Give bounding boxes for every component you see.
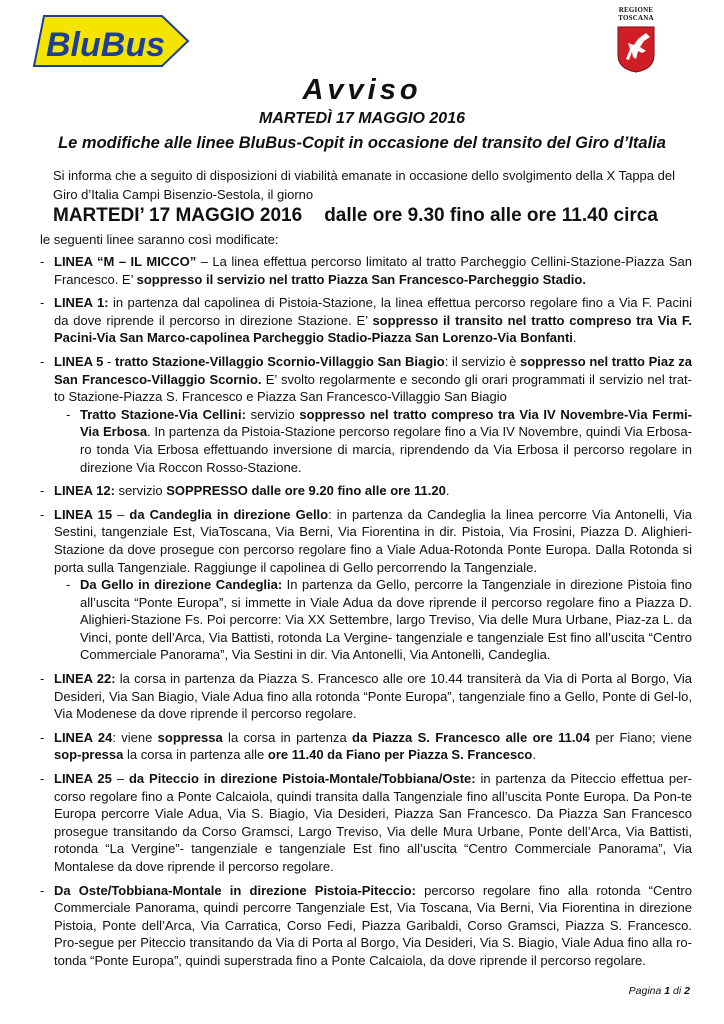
notice-description-subtitle: Le modifiche alle linee BluBus-Copit in occasione del transito del Giro d’Italia [58, 134, 666, 152]
pegasus-shield-icon [616, 25, 656, 73]
list-item-linea-1: - LINEA 1: in partenza dal capolinea di Pistoia-Stazione, la linea effettua percorso regolare fino a Via F. Pacini da dove riprende il percorso in direzione Stazione. E’ soppresso il transito nel tratto compreso tra Via F. Pacini-Via San Marco-capolinea Parcheggio Stadio-Piazza San Lorenzo-Via Bonfanti. [40, 295, 692, 346]
highlighted-hours: dalle ore 9.30 fino alle ore 11.40 circa [324, 205, 658, 226]
list-item-linea-12: - LINEA 12: servizio SOPPRESSO dalle ore 9.20 fino alle ore 11.20. [40, 483, 450, 499]
list-item-linea-15: - LINEA 15 – da Candeglia in direzione Gello: in partenza da Candeglia la linea percorre Via Antonelli, Via Sestini, tangenziale Est, ViaToscana, Via Berni, Via Fiorentina in dir. Pistoia, Via Frosini, Piazza D. Alighieri-Stazione da dove prosegue con percorso regolare fino a Viale Adua-Rotonda Ponte Europa. Dalla Rotonda si porta sulla Tangenziale. Raggiunge il capolinea di Gello percorrendo la Tangenziale. - Da Gello in direzione Candeglia: In partenza da Gello, percorre la Tangenziale in direzione Pistoia fino all’uscita “Ponte Europa”, si immette in Viale Adua da dove riprende il percorso regolare fino a Piazza D. Alighieri-Stazione Fs. Poi percorre: Via XX Settembre, largo Treviso, Via delle Mura Urbane, Piaz-za L. da Vinci, ponte dell’Arca, Via Battisti, rotonda La Vergine- tangenziale e tangenziale Est fino all’uscita “Centro Commerciale Panorama”, Via Sestini in dir. Via Antonelli, Via Antonelli, Candeglia. [40, 506, 692, 663]
notice-date-subtitle: MARTEDÌ 17 MAGGIO 2016 [259, 110, 465, 127]
logo-text: BluBus [46, 26, 165, 64]
lead-sentence: le seguenti linee saranno così modificate: [40, 232, 279, 247]
list-item-linea-22: - LINEA 22: la corsa in partenza da Piazza S. Francesco alle ore 10.44 transiterà da Via di Porta al Borgo, Via Desideri, Via San Biagio, Viale Adua fino alla rotonda “Ponte Europa”, tangenziale fino a Gello, Ponte di Gel-lo, Via Modenese da dove riprende il percorso regolare. [40, 671, 692, 722]
list-item-linea-5: - LINEA 5 - tratto Stazione-Villaggio Scornio-Villaggio San Biagio: il servizio è soppresso nel tratto Piaz za San Francesco-Villaggio Scornio. E’ svolto regolarmente e secondo gli orari programmati il servizio nel trat-to Stazione-Piazza S. Francesco e Piazza San Francesco-Villaggio San Biagio - Tratto Stazione-Via Cellini: servizio soppresso nel tratto compreso tra Via IV Novembre-Via Fermi- Via Erbosa. In partenza da Pistoia-Stazione percorso regolare fino a Via IV Novembre, quindi Via Erbosa-ro tonda Via Erbosa effettuando inversione di marcia, riprendendo da Via Erbosa il percorso regolare in direzione Via Roccon Rosso-Stazione. [40, 353, 693, 475]
lines-list [40, 253, 692, 976]
list-item-linea-m: - LINEA “M – IL MICCO” – La linea effettua percorso limitato al tratto Parcheggio Cellini-Stazione-Piazza San Francesco. E’ soppresso il servizio nel tratto Piazza San Francesco-Parcheggio Stadio. [40, 254, 692, 287]
blubus-logo [30, 10, 190, 72]
intro-paragraph: Si informa che a seguito di disposizioni di viabilità emanate in occasione dello svolgimento della X Tappa del Giro d’Italia Campi Bisenzio-Sestola, il giorno [53, 168, 675, 202]
highlighted-date [53, 205, 713, 227]
list-item-linea-24: - LINEA 24: viene soppressa la corsa in partenza da Piazza S. Francesco alle ore 11.04 per Fiano; viene sop-pressa la corsa in partenza alle ore 11.40 da Fiano per Piazza S. Francesco. [40, 729, 692, 763]
notice-title: Avviso [302, 74, 422, 106]
list-item-linea-25: - LINEA 25 – da Piteccio in direzione Pistoia-Montale/Tobbiana/Oste: in partenza da Piteccio effettua per-corso regolare fino a Ponte Calcaiola, quindi transita dalla Tangenziale fino all’uscita Ponte Europa. Da Pon-te Europa percorre Viale Adua, Via S. Biagio, Via Desideri, Piazza San Francesco. Da Piazza San Francesco prosegue transitando da Corso Gramsci, Largo Treviso, Via delle Mura Urbane, Ponte dell’Arca, Via Battisti, rotonda “La Vergine”- tangenziale e tangenziale Est fino all’uscita “Centro Commerciale Panorama”, Via Montalese da dove riprende il percorso regolare. [40, 771, 692, 874]
region-name-line1: REGIONE [618, 6, 654, 14]
list-item-linea-25-return: - Da Oste/Tobbiana-Montale in direzione Pistoia-Piteccio: percorso regolare fino alla rotonda “Centro Commerciale Panorama, quindi percorre Tangenziale Est, Via Toscana, Via Berni, Via Fiorentina in direzione Pistoia, Ponte dell’Arca, Via Carratica, Corso Fedi, Piazza Garibaldi, Corso Gramsci, Piazza S. Francesco. Pro-segue per Piteccio transitando da Via di Porta al Borgo, Via Desideri, Via S. Biagio, Viale Adua fino alla ro-tonda “Ponte Europa”, quindi superstrada fino a Ponte Calcaiola, da dove riprende il percorso regolare. [40, 882, 692, 968]
page-number: Pagina 1 di 2 [628, 985, 690, 997]
regione-toscana-emblem [608, 6, 664, 73]
sub-item-linea-15: - Da Gello in direzione Candeglia: In partenza da Gello, percorre la Tangenziale in direzione Pistoia fino all’uscita “Ponte Europa”, si immette in Viale Adua da dove riprende il percorso regolare fino a Piazza D. Alighieri-Stazione Fs. Poi percorre: Via XX Settembre, largo Treviso, Via delle Mura Urbane, Piaz-za L. da Vinci, ponte dell’Arca, Via Battisti, rotonda La Vergine- tangenziale e tangenziale Est fino all’uscita “Centro Commerciale Panorama”, Via Sestini in dir. Via Antonelli, Via Antonelli, Candeglia. [66, 577, 692, 663]
region-name-line2: TOSCANA [618, 14, 654, 22]
highlighted-day: MARTEDI’ 17 MAGGIO 2016 [53, 205, 303, 226]
sub-item-linea-5: - Tratto Stazione-Via Cellini: servizio soppresso nel tratto compreso tra Via IV Novembre-Via Fermi- Via Erbosa. In partenza da Pistoia-Stazione percorso regolare fino a Via IV Novembre, quindi Via Erbosa-ro tonda Via Erbosa effettuando inversione di marcia, riprendendo da Via Erbosa il percorso regolare in direzione Via Roccon Rosso-Stazione. [66, 406, 692, 475]
